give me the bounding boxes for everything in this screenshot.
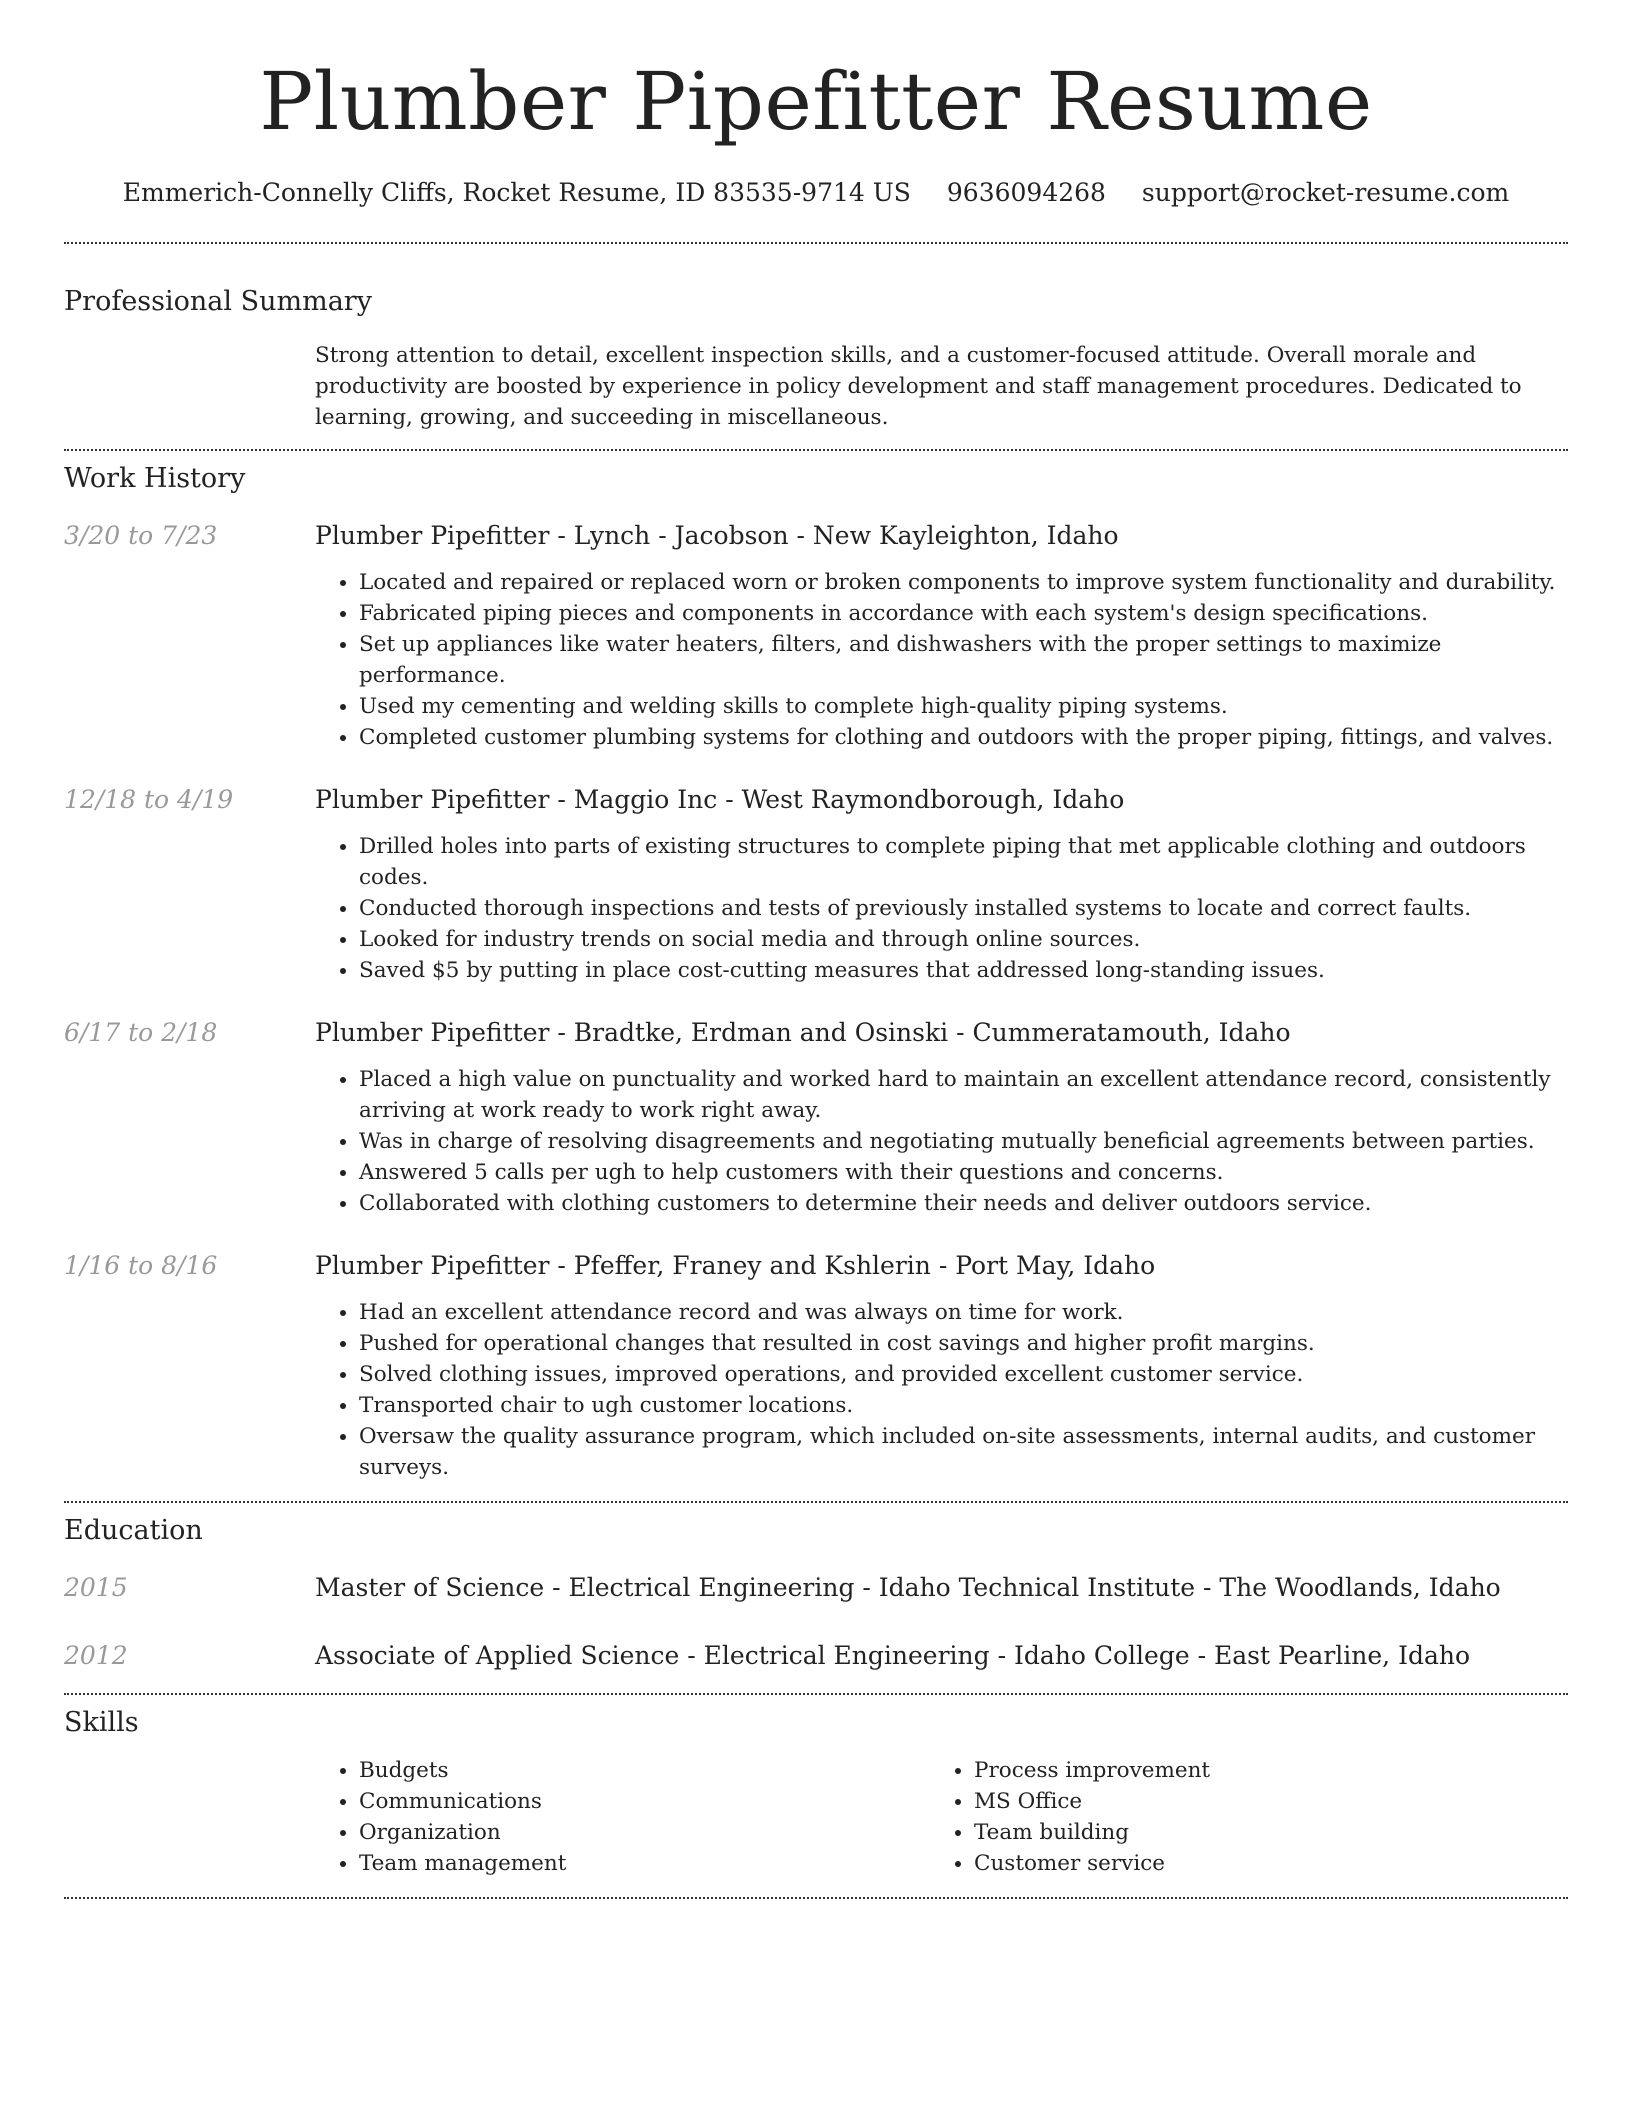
skills-column-left [315, 1755, 930, 1879]
skill-item: • Communications [359, 1786, 930, 1817]
education-heading-text: Master of Science - Electrical Engineering - Idaho Technical Institute - The Woodlands, Idaho [315, 1573, 1501, 1602]
skill-item: • Process improvement [974, 1755, 1545, 1786]
job-dates: 3/20 to 7/23 [64, 521, 218, 550]
job-heading: Plumber Pipefitter - Maggio Inc - West Raymondborough, Idaho [315, 785, 1125, 814]
list-item: • Completed customer plumbing systems for clothing and outdoors with the proper piping, fittings, and valves. [359, 722, 1568, 753]
divider [64, 449, 1568, 451]
skill-item: • Customer service [974, 1848, 1545, 1879]
job-dates: 6/17 to 2/18 [64, 1018, 218, 1047]
job-dates: 1/16 to 8/16 [64, 1251, 218, 1280]
education-entry [64, 1571, 1568, 1605]
list-item: • Pushed for operational changes that resulted in cost savings and higher profit margins. [359, 1328, 1568, 1359]
list-item: • Answered 5 calls per ugh to help customers with their questions and concerns. [359, 1157, 1568, 1188]
contact-line [64, 176, 1568, 210]
skill-item: • Team management [359, 1848, 930, 1879]
resume-title: Plumber Pipefitter Resume [259, 55, 1373, 148]
contact-email: support@rocket-resume.com [1141, 178, 1510, 207]
contact-address: Emmerich-Connelly Cliffs, Rocket Resume, ID 83535-9714 US [122, 178, 911, 207]
education-heading-text: Associate of Applied Science - Electrical Engineering - Idaho College - East Pearline, Idaho [315, 1641, 1471, 1670]
list-item: • Located and repaired or replaced worn or broken components to improve system functionality and durability. [359, 567, 1568, 598]
education-section [64, 1513, 1568, 1693]
skill-item: • Team building [974, 1817, 1545, 1848]
job-heading: Plumber Pipefitter - Pfeffer, Franey and Kshlerin - Port May, Idaho [315, 1251, 1156, 1280]
divider [64, 242, 1568, 244]
list-item: • Oversaw the quality assurance program, which included on-site assessments, internal audits, and customer surveys. [359, 1421, 1568, 1483]
list-item: • Set up appliances like water heaters, filters, and dishwashers with the proper settings to maximize performance. [359, 629, 1568, 691]
divider [64, 1693, 1568, 1695]
list-item: • Used my cementing and welding skills to complete high-quality piping systems. [359, 691, 1568, 722]
work-history-heading: Work History [64, 463, 246, 494]
job-bullets [315, 831, 1568, 986]
divider [64, 1501, 1568, 1503]
education-year: 2012 [64, 1641, 128, 1670]
list-item: • Saved $5 by putting in place cost-cutting measures that addressed long-standing issues. [359, 955, 1568, 986]
job-entry [64, 1249, 1568, 1483]
resume-header [64, 0, 1568, 210]
list-item: • Conducted thorough inspections and tests of previously installed systems to locate and correct faults. [359, 893, 1568, 924]
list-item: • Was in charge of resolving disagreements and negotiating mutually beneficial agreements between parties. [359, 1126, 1568, 1157]
skills-column-right [930, 1755, 1545, 1879]
work-history-section [64, 461, 1568, 1501]
job-heading: Plumber Pipefitter - Bradtke, Erdman and Osinski - Cummeratamouth, Idaho [315, 1018, 1291, 1047]
job-bullets [315, 1064, 1568, 1219]
list-item: • Collaborated with clothing customers to determine their needs and deliver outdoors service. [359, 1188, 1568, 1219]
skills-list [315, 1755, 1568, 1897]
job-entry [64, 1016, 1568, 1219]
list-item: • Transported chair to ugh customer locations. [359, 1390, 1568, 1421]
list-item: • Drilled holes into parts of existing structures to complete piping that met applicable clothing and outdoors codes. [359, 831, 1568, 893]
skill-item: • Budgets [359, 1755, 930, 1786]
education-heading: Education [64, 1515, 203, 1546]
summary-heading: Professional Summary [64, 286, 372, 317]
education-year: 2015 [64, 1573, 128, 1602]
divider [64, 1897, 1568, 1899]
list-item: • Had an excellent attendance record and was always on time for work. [359, 1297, 1568, 1328]
summary-section [64, 284, 1568, 449]
list-item: • Looked for industry trends on social media and through online sources. [359, 924, 1568, 955]
education-entry [64, 1639, 1568, 1673]
job-entry [64, 783, 1568, 986]
contact-phone: 9636094268 [946, 178, 1106, 207]
summary-text: Strong attention to detail, excellent inspection skills, and a customer-focused attitude. Overall morale and productivity are boosted by experience in policy development and staff management procedures. Dedicated to learning, growing, and succeeding in miscellaneous. [315, 343, 1522, 430]
job-bullets [315, 1297, 1568, 1483]
list-item: • Placed a high value on punctuality and worked hard to maintain an excellent attendance record, consistently arriving at work ready to work right away. [359, 1064, 1568, 1126]
skills-heading: Skills [64, 1707, 139, 1738]
skill-item: • MS Office [974, 1786, 1545, 1817]
job-entry [64, 519, 1568, 753]
job-dates: 12/18 to 4/19 [64, 785, 234, 814]
list-item: • Fabricated piping pieces and components in accordance with each system's design specifications. [359, 598, 1568, 629]
skills-section [64, 1705, 1568, 1897]
skill-item: • Organization [359, 1817, 930, 1848]
job-heading: Plumber Pipefitter - Lynch - Jacobson - New Kayleighton, Idaho [315, 521, 1119, 550]
list-item: • Solved clothing issues, improved operations, and provided excellent customer service. [359, 1359, 1568, 1390]
job-bullets [315, 567, 1568, 753]
